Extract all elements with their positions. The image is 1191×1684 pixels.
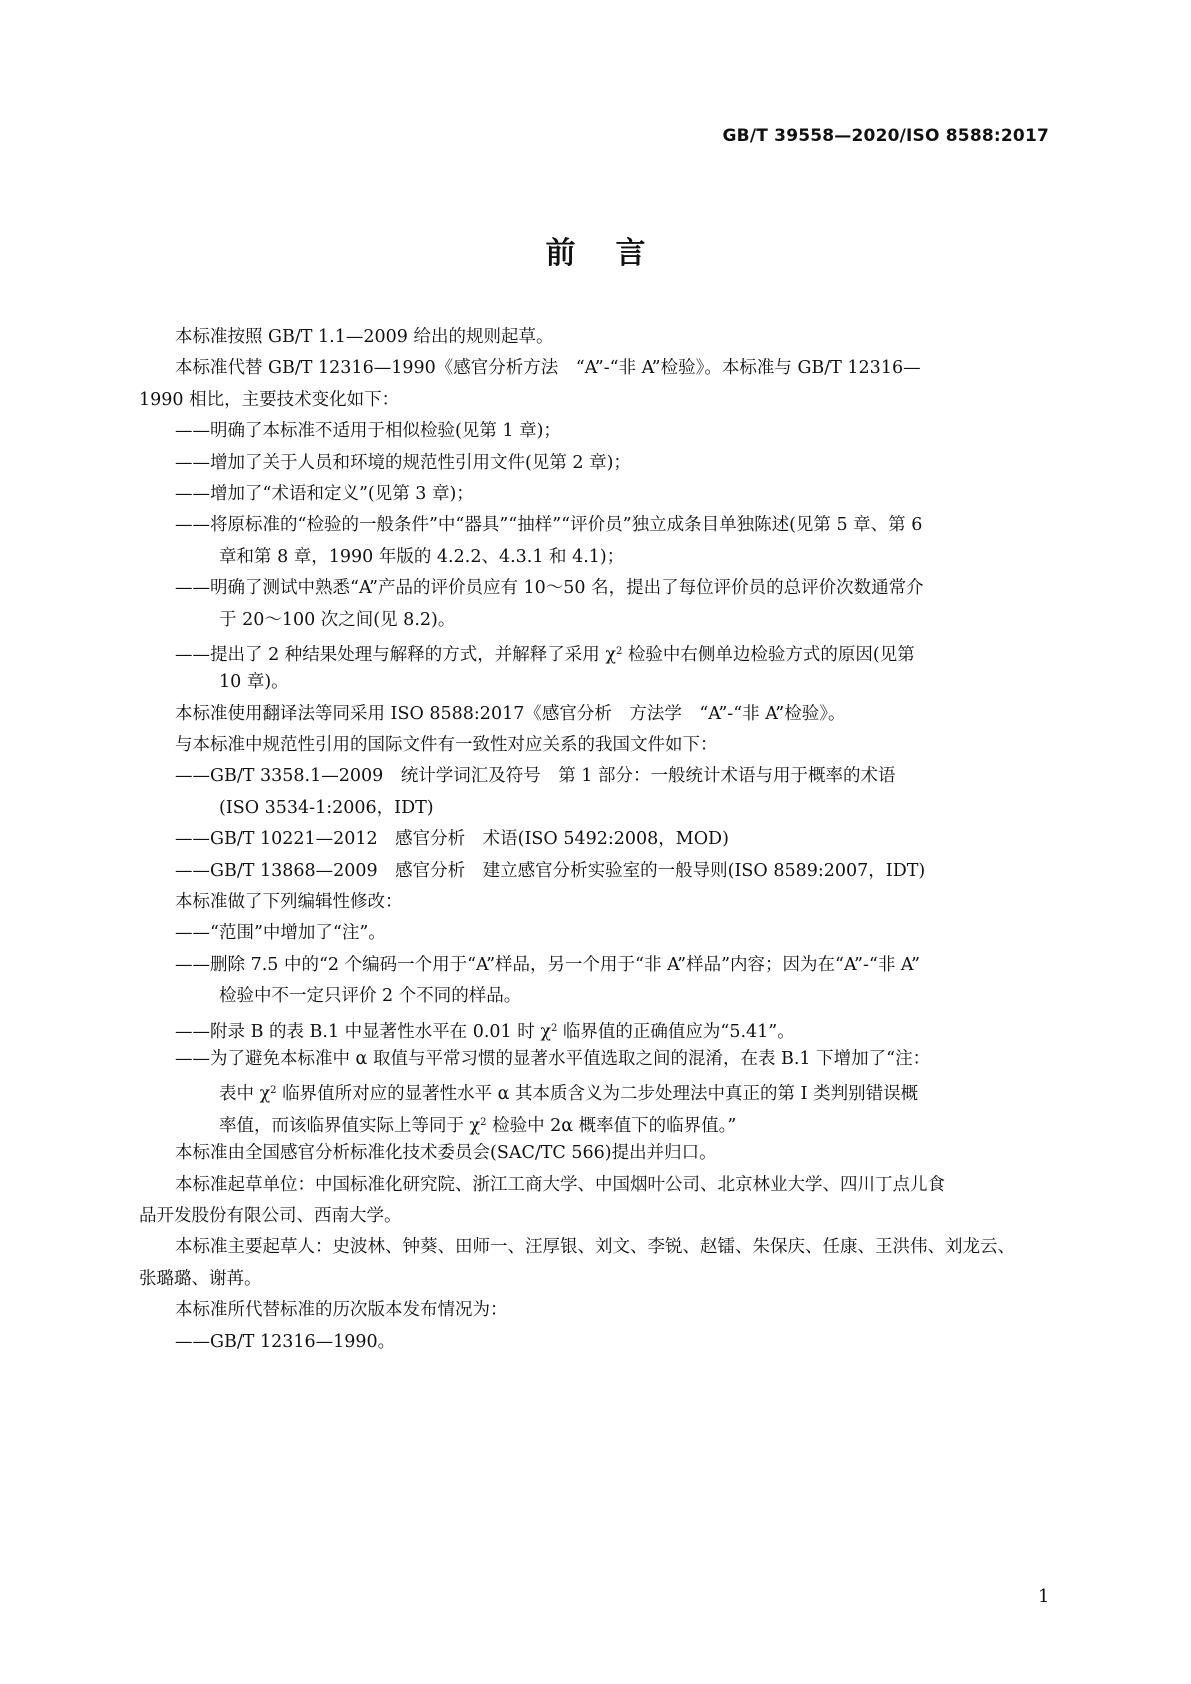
list-item: ——GB/T 3358.1—2009 统计学词汇及符号 第 1 部分：一般统计术语与用于概率的术语 [175,766,896,787]
paragraph-line: 本标准由全国感官分析标准化技术委员会(SAC/TC 566)提出并归口。 [175,1143,717,1164]
list-item-continuation: 表中 $\chi^2$ 临界值所对应的显著性水平 α 其本质含义为二步处理法中真正的第 I 类判别错误概 [219,1084,919,1105]
list-item-continuation: 章和第 8 章，1990 年版的 4.2.2、4.3.1 和 4.1)； [219,546,625,567]
list-item: ——“范围”中增加了“注”。 [175,923,386,944]
list-item: ——GB/T 12316—1990。 [175,1331,396,1352]
list-item: ——删除 7.5 中的“2 个编码一个用于“A”样品，另一个用于“非 A”样品”内容；因为在“A”-“非 A” [175,954,920,975]
standard-code-header: GB/T 39558—2020/ISO 8588:2017 [722,126,1049,146]
paragraph-line: 本标准做了下列编辑性修改： [175,892,403,913]
document-body [139,322,1056,1358]
paragraph-line: 与本标准中规范性引用的国际文件有一致性对应关系的我国文件如下： [175,735,718,756]
paragraph-line: 1990 相比，主要技术变化如下： [139,389,400,410]
paragraph-line: 本标准起草单位：中国标准化研究院、浙江工商大学、中国烟叶公司、北京林业大学、四川丁点儿食 [175,1174,945,1195]
paragraph-line: 张璐璐、谢苒。 [139,1268,262,1289]
page-title: 前言 [545,236,686,271]
list-item-continuation: 检验中不一定只评价 2 个不同的样品。 [219,986,522,1007]
list-item: ——明确了本标准不适用于相似检验(见第 1 章)； [175,421,561,442]
list-item: ——GB/T 10221—2012 感官分析 术语(ISO 5492:2008，MOD) [175,829,729,850]
paragraph-line: 本标准按照 GB/T 1.1—2009 给出的规则起草。 [175,327,554,347]
paragraph-line: 本标准使用翻译法等同采用 ISO 8588:2017《感官分析 方法学 “A”-“非 A”检验》。 [175,703,846,724]
list-item: ——增加了关于人员和环境的规范性引用文件(见第 2 章)； [175,452,631,473]
list-item: ——将原标准的“检验的一般条件”中“器具”“抽样”“评价员”独立成条目单独陈述(见第 5 章、第 6 [175,515,923,536]
list-item-continuation: (ISO 3534-1:2006，IDT) [219,797,434,818]
list-item-continuation: 于 20～100 次之间(见 8.2)。 [219,609,456,630]
paragraph-line: 本标准主要起草人：史波林、钟葵、田师一、汪厚银、刘文、李锐、赵镭、朱保庆、任康、王洪伟、刘龙云、 [175,1237,1015,1258]
paragraph-line: 本标准代替 GB/T 12316—1990《感官分析方法 “A”-“非 A”检验》。本标准与 GB/T 12316— [175,358,921,379]
list-item: ——明确了测试中熟悉“A”产品的评价员应有 10～50 名，提出了每位评价员的总评价次数通常介 [175,578,924,599]
list-item-continuation: 10 章)。 [219,672,289,693]
list-item: ——提出了 2 种结果处理与解释的方式，并解释了采用 $\chi^2$ 检验中右侧单边检验方式的原因(见第 [175,644,915,665]
page-number: 1 [1038,1586,1050,1607]
paragraph-line: 本标准所代替标准的历次版本发布情况为： [175,1300,508,1321]
paragraph-line: 品开发股份有限公司、西南大学。 [139,1205,402,1226]
list-item: ——GB/T 13868—2009 感官分析 建立感官分析实验室的一般导则(ISO 8589:2007，IDT) [175,860,926,881]
list-item: ——增加了“术语和定义”(见第 3 章)； [175,483,474,504]
list-item: ——附录 B 的表 B.1 中显著性水平在 0.01 时 $\chi^2$ 临界值的正确值应为“5.41”。 [175,1021,795,1042]
list-item-continuation: 率值，而该临界值实际上等同于 $\chi^2$ 检验中 2α 概率值下的临界值。” [219,1115,737,1136]
list-item: ——为了避免本标准中 α 取值与平常习惯的显著水平值选取之间的混淆，在表 B.1 下增加了“注： [175,1048,931,1069]
